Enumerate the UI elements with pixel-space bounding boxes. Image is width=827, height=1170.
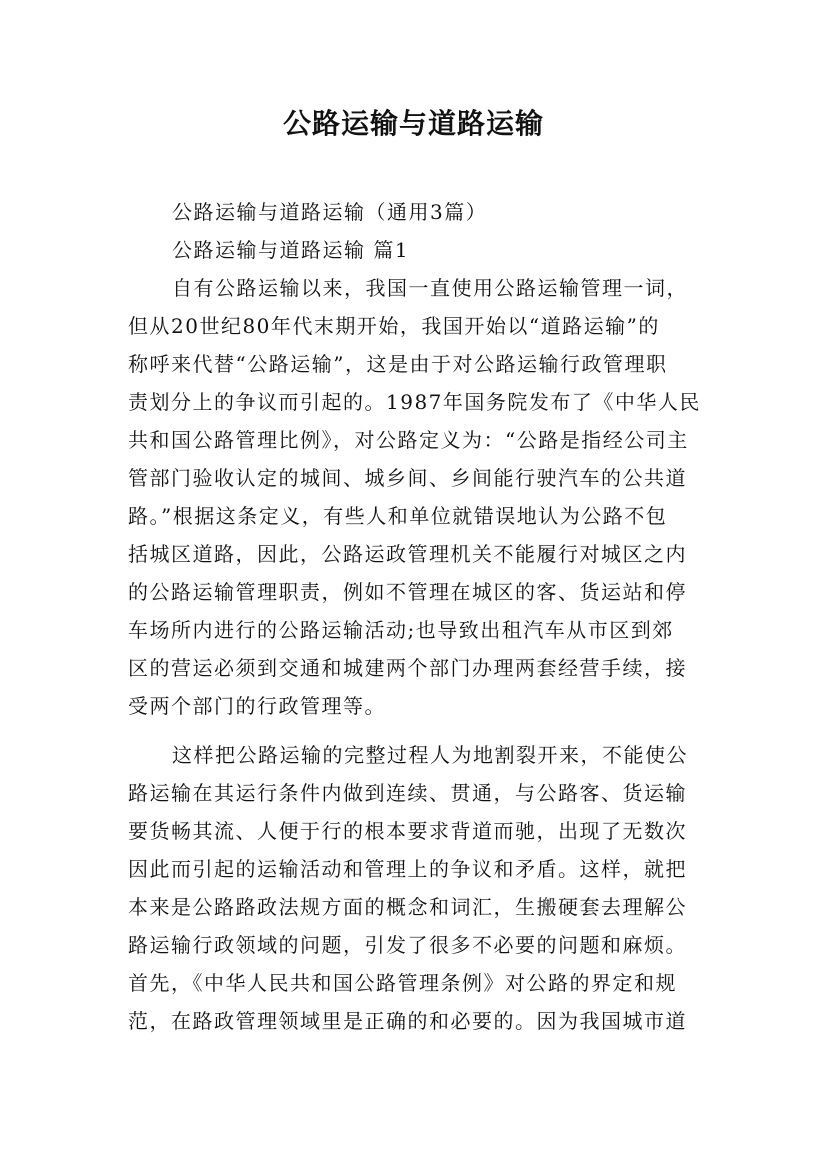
paragraph-line: 路运输在其运行条件内做到连续、贯通，与公路客、货运输 [128,781,687,805]
paragraph-line: 要货畅其流、人便于行的根本要求背道而驰，出现了无数次 [128,819,687,843]
paragraph-line: 受两个部门的行政管理等。 [128,694,386,718]
subtitle-line: 公路运输与道路运输（通用3篇） [172,200,488,224]
paragraph-line: 区的营运必须到交通和城建两个部门办理两套经营手续，接 [128,656,687,680]
paragraph-line: 范，在路政管理领域里是正确的和必要的。因为我国城市道 [128,1009,687,1033]
paragraph-line: 称呼来代替“公路运输”，这是由于对公路运输行政管理职 [128,352,668,376]
paragraph-line: 因此而引起的运输活动和管理上的争议和矛盾。这样，就把 [128,857,687,881]
paragraph-line: 路运输行政领域的问题，引发了很多不必要的问题和麻烦。 [128,933,687,957]
paragraph-line: 本来是公路路政法规方面的概念和词汇，生搬硬套去理解公 [128,895,687,919]
paragraph-line: 但从20世纪80年代末期开始，我国开始以“道路运输”的 [128,314,660,338]
paragraph-line: 车场所内进行的公路运输活动;也导致出租汽车从市区到郊 [128,618,674,642]
paragraph-line: 自有公路运输以来，我国一直使用公路运输管理一词， [172,276,688,300]
paragraph-line: 这样把公路运输的完整过程人为地割裂开来，不能使公 [172,743,688,767]
paragraph-line: 管部门验收认定的城间、城乡间、乡间能行驶汽车的公共道 [128,466,687,490]
paragraph-line: 的公路运输管理职责，例如不管理在城区的客、货运站和停 [128,580,687,604]
paragraph-line: 括城区道路，因此，公路运政管理机关不能履行对城区之内 [128,542,687,566]
paragraph-line: 共和国公路管理比例》，对公路定义为：“公路是指经公司主 [128,428,689,452]
paragraph-line: 路。”根据这条定义，有些人和单位就错误地认为公路不包 [128,504,668,528]
section-heading: 公路运输与道路运输 篇1 [172,238,410,262]
document-title: 公路运输与道路运输 [282,107,544,140]
paragraph-line: 责划分上的争议而引起的。1987年国务院发布了《中华人民 [128,390,701,414]
paragraph-line: 首先，《中华人民共和国公路管理条例》对公路的界定和规 [128,971,677,995]
